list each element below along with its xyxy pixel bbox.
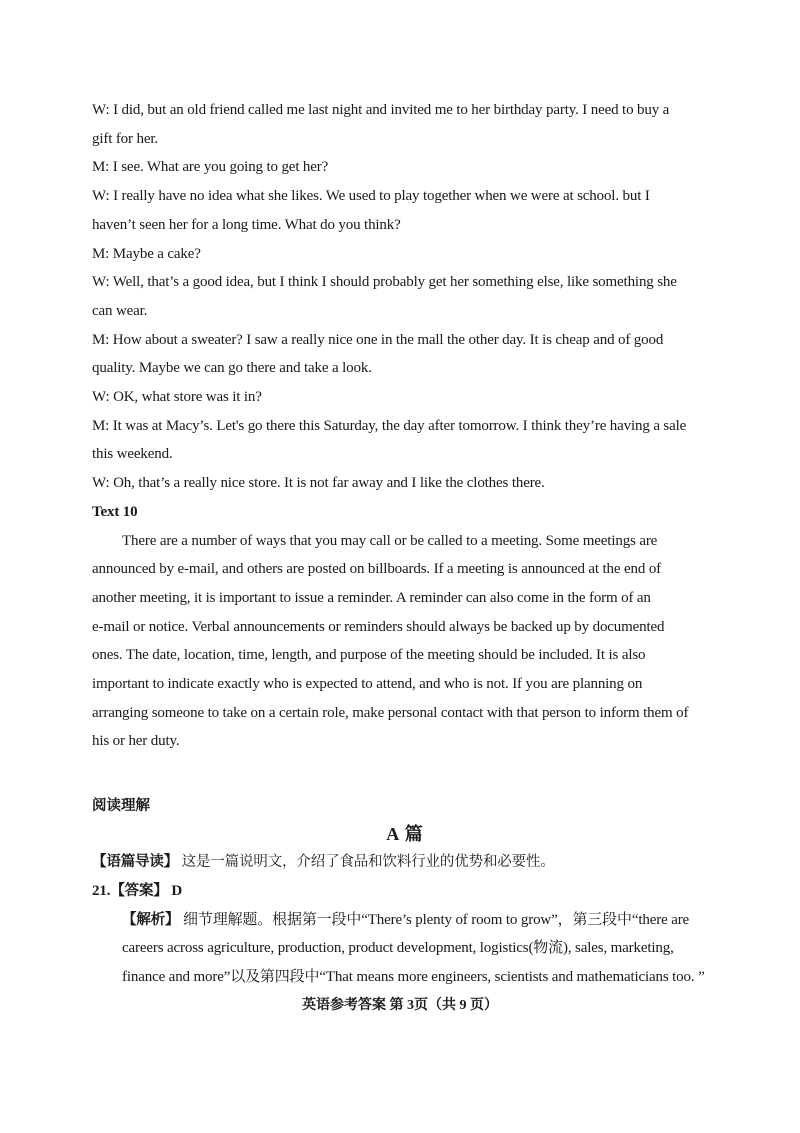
text10-line: announced by e-mail, and others are posted on billboards. If a meeting is announced at the end of (92, 561, 662, 578)
answer-page (92, 96, 718, 992)
text10-line: another meeting, it is important to issue a reminder. A reminder can also come in the form of an (92, 589, 651, 606)
passage-title: A 篇 (386, 824, 424, 845)
question-21-line (92, 877, 718, 906)
guide-text: 这是一篇说明文，介绍了食品和饮料行业的优势和必要性。 (181, 854, 555, 871)
guide-label: 【语篇导读】 (92, 854, 179, 871)
dialogue-line: W: Oh, that’s a really nice store. It is not far away and I like the clothes there. (92, 475, 545, 492)
answer-label: 【答案】 (110, 882, 168, 899)
analysis-line: careers across agriculture, production, product development, logistics(物流), sales, marketing, (122, 940, 674, 957)
reading-section (92, 792, 718, 992)
dialogue-line: M: Maybe a cake? (92, 245, 201, 262)
reading-section-title: 阅读理解 (92, 798, 150, 815)
text10-line: arranging someone to take on a certain role, make personal contact with that person to inform them of (92, 704, 689, 721)
dialogue-line: gift for her. (92, 130, 158, 147)
dialogue-line: M: How about a sweater? I saw a really nice one in the mall the other day. It is cheap and of good (92, 331, 664, 348)
text10-line: important to indicate exactly who is expected to attend, and who is not. If you are planning on (92, 676, 643, 693)
text10-line: There are a number of ways that you may call or be called to a meeting. Some meetings are (122, 532, 658, 549)
guide-line (92, 848, 718, 877)
answer-value: D (171, 882, 183, 899)
dialogue-line: M: I see. What are you going to get her? (92, 159, 329, 176)
dialogue-line: W: OK, what store was it in? (92, 389, 262, 406)
page-footer: 英语参考答案 第 3页（共 9 页） (302, 998, 498, 1013)
dialogue-line: haven’t seen her for a long time. What do you think? (92, 216, 401, 233)
dialogue-line: can wear. (92, 302, 148, 319)
analysis-line (92, 906, 718, 935)
dialogue-line: W: Well, that’s a good idea, but I think I should probably get her something else, like something she (92, 274, 677, 291)
dialogue-line: M: It was at Macy’s. Let's go there this Saturday, the day after tomorrow. I think they’re having a sale (92, 417, 687, 434)
dialogue (92, 96, 718, 498)
text10-section (92, 498, 718, 756)
analysis-label: 【解析】 (122, 911, 180, 928)
dialogue-line: W: I really have no idea what she likes. We used to play together when we were at school. but I (92, 188, 650, 205)
section-spacer (92, 756, 718, 792)
dialogue-line: W: I did, but an old friend called me last night and invited me to her birthday party. I need to buy a (92, 102, 670, 118)
text10-heading: Text 10 (92, 503, 138, 520)
question-number: 21. (92, 882, 111, 899)
text10-line: his or her duty. (92, 733, 180, 750)
analysis-line: finance and more”以及第四段中“That means more engineers, scientists and mathematicians too. ” (122, 968, 705, 985)
text10-line: ones. The date, location, time, length, and purpose of the meeting should be included. It is also (92, 647, 646, 664)
dialogue-line: quality. Maybe we can go there and take a look. (92, 360, 372, 377)
dialogue-line: this weekend. (92, 446, 173, 463)
analysis-text: 细节理解题。根据第一段中“There’s plenty of room to grow”，第三段中“there are (183, 911, 690, 928)
text10-line: e-mail or notice. Verbal announcements or reminders should always be backed up by documented (92, 618, 665, 635)
